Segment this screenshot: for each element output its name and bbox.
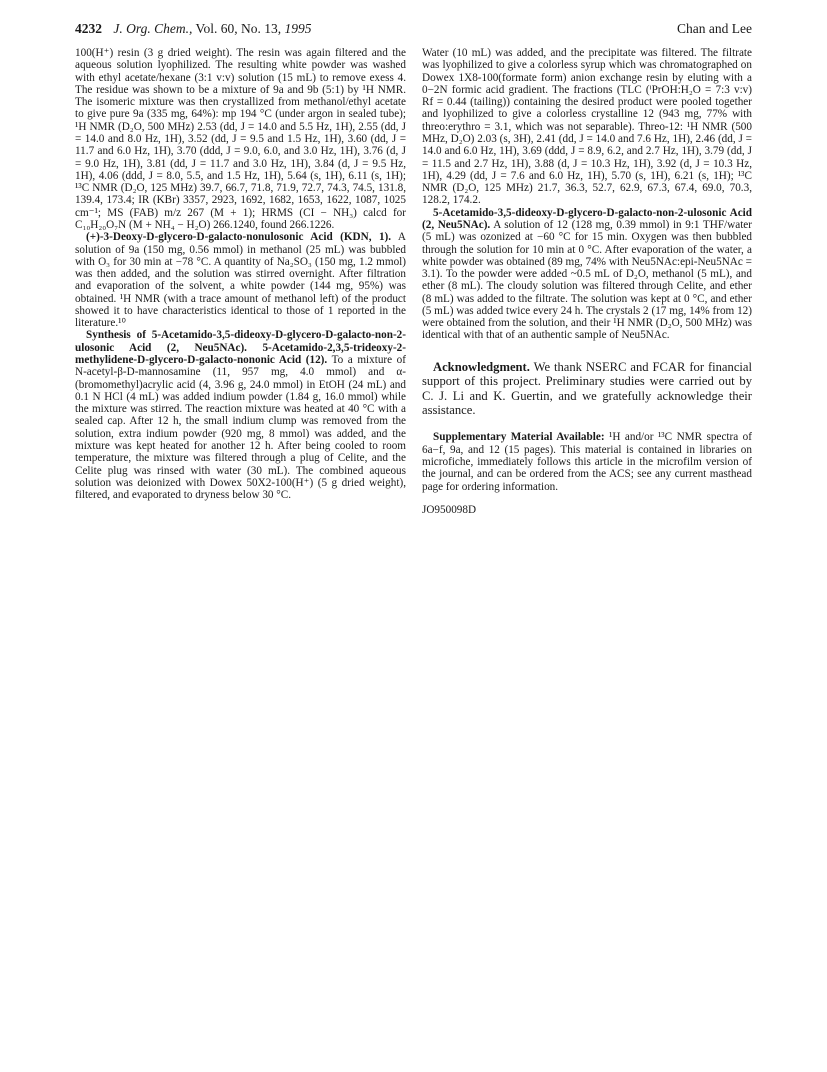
paragraph-synthesis-neu5nac: [75, 329, 406, 501]
journal-name: J. Org. Chem.,: [113, 21, 193, 36]
acknowledgment-label: Acknowledgment.: [433, 359, 530, 374]
left-column: [75, 47, 406, 501]
journal-volume: Vol. 60, No. 13,: [195, 21, 282, 36]
supplementary-material: [422, 431, 752, 492]
supplementary-body: ¹H and/or ¹³C NMR spectra of 6a−f, 9a, and 12 (15 pages). This material is contained in libraries on microfiche, immediately follows this article in the microfilm version of the journal, and can be ordered from the ACS; see any current masthead page for ordering information.: [422, 431, 752, 493]
paragraph-neu5nac-body: A solution of 12 (128 mg, 0.39 mmol) in 9:1 THF/water (5 mL) was ozonized at −60 °C for 15 min. Oxygen was then bubbled through the solution for 10 min at 0 °C. After evaporation of the water, a white powder was obtained (89 mg, 74% with Neu5NAc:epi-Neu5NAc = 3.1). To the powder were added ~0.5 mL of D₂O, methanol (5 mL), and ether (8 mL). The cloudy solution was filtered through Celite, and ether (8 mL) was added to the filtrate. The solution was kept at 0 °C, and ether (5 mL) was added twice every 24 h. The crystals 2 (17 mg, 14% from 12) were obtained from the solution, and their ¹H NMR (D₂O, 500 MHz) was identical with that of an authentic sample of Neu5NAc.: [422, 218, 753, 342]
acknowledgment: [422, 360, 752, 418]
manuscript-code: JO950098D: [422, 503, 477, 516]
paragraph-9a-characterization: 100(H⁺) resin (3 g dried weight). The resin was again filtered and the aqueous solution lyophilized. The resulting white powder was washed with ethyl acetate/hexane (3:1 v:v) solution (15 mL) to remove exess 4. The residue was shown to be a mixture of 9a and 9b (5:1) by ¹H NMR. The isomeric mixture was then crystallized from methanol/ethyl acetate to give pure 9a (335 mg, 64%): mp 194 °C (under argon in sealed tube); ¹H NMR (D₂O, 500 MHz) 2.53 (dd, J = 14.0 and 5.5 Hz, 1H), 2.55 (dd, J = 14.0 and 8.0 Hz, 1H), 3.52 (dd, J = 9.5 and 1.5 Hz, 1H), 3.60 (dd, J = 11.7 and 6.0 Hz, 1H), 3.70 (ddd, J = 9.0, 6.0, and 3.0 Hz, 1H), 3.76 (d, J = 9.0 Hz, 1H), 3.81 (dd, J = 11.7 and 3.0 Hz, 1H), 3.84 (d, J = 9.5 Hz, 1H), 4.06 (ddd, J = 8.0, 5.5, and 1.5 Hz, 1H), 5.64 (s, 1H), 6.11 (s, 1H); ¹³C NMR (D₂O, 125 MHz) 39.7, 66.7, 71.8, 71.9, 72.7, 74.3, 74.5, 131.8, 139.4, 173.4; IR (KBr) 3357, 2923, 1692, 1682, 1653, 1622, 1087, 1025 cm⁻¹; MS (FAB) m/z 267 (M + 1); HRMS (CI − NH₃) calcd for C₁₀H₂₀O₇N (M + NH₄ − H₂O) 266.1240, found 266.1226.: [75, 47, 406, 231]
paragraph-kdn: [75, 231, 406, 329]
paragraph-synthesis-body: To a mixture of N-acetyl-β-D-mannosamine (11, 957 mg, 4.0 mmol) and α-(bromomethyl)acrylic acid (4, 3.96 g, 24.0 mmol) in EtOH (24 mL) and 0.1 N HCl (4 mL) was added indium powder (1.84 g, 16.0 mmol) while the mixture was stirred. The reaction mixture was heated at 40 °C with a sealed cap. After 12 h, the small indium clump was removed from the solution, extra indium powder (920 mg, 8 mmol) was added, and the mixture was kept heated for another 12 h. After being cooled to room temperature, the mixture was filtered through a plug of Celite, and the Celite plug was rinsed with water (30 mL). The combined aqueous solution was deionized with Dowex 50X2-100(H⁺) (5 g dried weight), filtered, and evaporated to dryness below 30 °C.: [75, 354, 406, 502]
supplementary-label: Supplementary Material Available:: [433, 431, 605, 444]
journal-year: 1995: [284, 21, 312, 36]
right-column: [422, 47, 752, 516]
page-number: 4232: [75, 21, 102, 36]
section-heading-neu5nac: 5-Acetamido-3,5-dideoxy-D-glycero-D-galacto-non-2-ulosonic Acid (2, Neu5NAc).: [422, 206, 752, 231]
section-heading-kdn: (+)-3-Deoxy-D-glycero-D-galacto-nonulosonic Acid (KDN, 1).: [86, 231, 392, 244]
running-header: [75, 21, 752, 41]
section-heading-synthesis: Synthesis of 5-Acetamido-3,5-dideoxy-D-glycero-D-galacto-non-2-ulosonic Acid (2, Neu5NAc). 5-Acetamido-2,3,5-trideoxy-2-methylidene-D-glycero-D-galacto-nononic Acid (12).: [75, 329, 406, 367]
paragraph-12-workup: Water (10 mL) was added, and the precipitate was filtered. The filtrate was lyophilized to give a colorless syrup which was chromatographed on Dowex 1X8-100(formate form) anion exchange resin by eluting with a 0−2N formic acid gradient. The fractions (TLC (ⁱPrOH:H₂O = 7:3 v:v) Rf = 0.44 (tailing)) containing the desired product were pooled together and lyophilized to give a colorless crystalline 12 (943 mg, 77% with threo:erythro = 3.1, which was not separable). Threo-12: ¹H NMR (500 MHz, D₂O) 2.03 (s, 3H), 2.41 (dd, J = 14.0 and 7.6 Hz, 1H), 2.46 (dd, J = 14.0 and 6.0 Hz, 1H), 3.69 (ddd, J = 8.9, 6.2, and 2.7 Hz, 1H), 3.79 (dd, J = 11.5 and 2.7 Hz, 1H), 3.88 (d, J = 10.3 Hz, 1H), 3.92 (d, J = 10.3 Hz, 1H), 4.29 (dd, J = 7.6 and 6.0 Hz, 1H), 5.70 (s, 1H), 6.21 (s, 1H); ¹³C NMR (D₂O, 125 MHz) 21.7, 36.3, 52.7, 62.9, 67.3, 67.4, 69.0, 70.3, 128.2, 174.2.: [422, 47, 752, 207]
header-authors: Chan and Lee: [677, 21, 752, 36]
acknowledgment-body: We thank NSERC and FCAR for financial support of this project. Preliminary studies were carried out by C. J. Li and K. Guertin, and we gratefully acknowledge their assistance.: [422, 359, 752, 417]
paragraph-kdn-body: A solution of 9a (150 mg, 0.56 mmol) in methanol (25 mL) was bubbled with O₃ for 30 min at −78 °C. A quantity of Na₂SO₃ (150 mg, 1.2 mmol) was then added, and the solution was stirred overnight. After filtration and evaporation of the solvent, a white powder (144 mg, 95%) was obtained. ¹H NMR (with a trace amount of methanol left) of the product showed it to have characteristics identical to those of 1 reported in the literature.¹⁰: [75, 231, 406, 330]
paragraph-neu5nac: [422, 207, 752, 342]
header-citation: [75, 21, 312, 37]
